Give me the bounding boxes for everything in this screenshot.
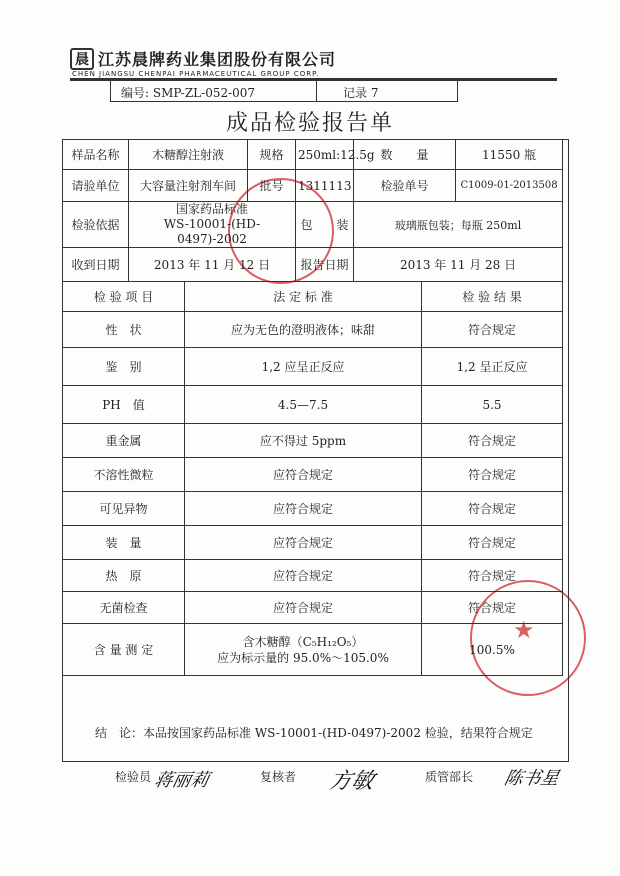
result-item: 热 原 bbox=[63, 560, 185, 592]
result-value: 符合规定 bbox=[422, 492, 563, 526]
result-row bbox=[63, 592, 563, 624]
result-standard: 应符合规定 bbox=[185, 458, 422, 492]
basis-value bbox=[129, 202, 296, 248]
result-value: 100.5% bbox=[422, 624, 563, 676]
report-date: 2013 年 11 月 28 日 bbox=[354, 248, 563, 282]
results-header-row bbox=[63, 282, 563, 312]
result-row bbox=[63, 386, 563, 424]
received-date-label: 收到日期 bbox=[63, 248, 129, 282]
result-item: 性 状 bbox=[63, 312, 185, 348]
batch-label: 批号 bbox=[248, 170, 296, 202]
result-item: 不溶性微粒 bbox=[63, 458, 185, 492]
result-value: 符合规定 bbox=[422, 526, 563, 560]
result-row bbox=[63, 492, 563, 526]
doc-number: 编号: SMP-ZL-052-007 bbox=[121, 86, 256, 100]
requester-label: 请验单位 bbox=[63, 170, 129, 202]
inspector-label: 检验员 bbox=[115, 770, 152, 784]
result-row bbox=[63, 424, 563, 458]
result-value: 符合规定 bbox=[422, 560, 563, 592]
package-label: 包 装 bbox=[296, 202, 354, 248]
qa-signature: 陈书星 bbox=[502, 768, 561, 789]
sample-name: 木糖醇注射液 bbox=[129, 140, 248, 170]
reviewer-label: 复核者 bbox=[260, 770, 297, 784]
info-row bbox=[63, 170, 563, 202]
report-date-label: 报告日期 bbox=[296, 248, 354, 282]
result-row bbox=[63, 348, 563, 386]
result-item: 无菌检查 bbox=[63, 592, 185, 624]
batch-value: 1311113 bbox=[296, 170, 354, 202]
result-row bbox=[63, 560, 563, 592]
report-table bbox=[62, 139, 563, 676]
seal-star-icon: ★ bbox=[513, 616, 535, 644]
result-standard: 1,2 应呈正反应 bbox=[185, 348, 422, 386]
basis-line-1: 国家药品标准 bbox=[176, 202, 249, 216]
result-row-content bbox=[63, 624, 563, 676]
sample-name-label: 样品名称 bbox=[63, 140, 129, 170]
reviewer-signature: 方敏 bbox=[326, 769, 377, 794]
info-row bbox=[63, 202, 563, 248]
result-standard: 应不得过 5ppm bbox=[185, 424, 422, 458]
company-name-en: CHEN JIANGSU CHENPAI PHARMACEUTICAL GROUP CORP. bbox=[72, 70, 320, 78]
inspector-signature: 蒋丽莉 bbox=[152, 770, 211, 791]
company-name-cn: 江苏晨牌药业集团股份有限公司 bbox=[98, 50, 337, 69]
page-title: 成品检验报告单 bbox=[225, 111, 394, 136]
qa-label: 质管部长 bbox=[425, 770, 474, 784]
result-item: 鉴 别 bbox=[63, 348, 185, 386]
info-row bbox=[63, 140, 563, 170]
result-item: 可见异物 bbox=[63, 492, 185, 526]
company-logo: 晨 bbox=[70, 48, 94, 70]
quantity-value: 11550 瓶 bbox=[456, 140, 563, 170]
result-standard: 应为无色的澄明液体；味甜 bbox=[185, 312, 422, 348]
result-standard: 应符合规定 bbox=[185, 492, 422, 526]
result-value: 符合规定 bbox=[422, 312, 563, 348]
result-value: 1,2 呈正反应 bbox=[422, 348, 563, 386]
requester-value: 大容量注射剂车间 bbox=[129, 170, 248, 202]
header-standard: 法 定 标 准 bbox=[185, 282, 422, 312]
result-item: 含 量 测 定 bbox=[63, 624, 185, 676]
info-row bbox=[63, 248, 563, 282]
package-value: 玻璃瓶包装；每瓶 250ml bbox=[354, 202, 563, 248]
result-value: 符合规定 bbox=[422, 592, 563, 624]
result-standard: 应符合规定 bbox=[185, 560, 422, 592]
content-standard-line-2: 应为标示量的 95.0%～105.0% bbox=[217, 650, 389, 665]
result-item: PH 值 bbox=[63, 386, 185, 424]
basis-label: 检验依据 bbox=[63, 202, 129, 248]
result-row bbox=[63, 526, 563, 560]
result-value: 符合规定 bbox=[422, 424, 563, 458]
quantity-label: 数 量 bbox=[354, 140, 456, 170]
doc-number-divider bbox=[316, 81, 317, 101]
result-value: 5.5 bbox=[422, 386, 563, 424]
result-standard: 4.5—7.5 bbox=[185, 386, 422, 424]
conclusion: 结 论：本品按国家药品标准 WS-10001-(HD-0497)-2002 检验，结果符合规定 bbox=[95, 726, 533, 740]
inspection-no-value: C1009-01-2013508 bbox=[456, 170, 563, 202]
result-item: 装 量 bbox=[63, 526, 185, 560]
record-number: 记录 7 bbox=[343, 86, 379, 100]
result-value: 符合规定 bbox=[422, 458, 563, 492]
basis-line-2: WS-10001-(HD-0497)-2002 bbox=[163, 217, 261, 246]
result-standard: 应符合规定 bbox=[185, 592, 422, 624]
spec-label: 规格 bbox=[248, 140, 296, 170]
result-item: 重金属 bbox=[63, 424, 185, 458]
spec-value: 250ml:12.5g bbox=[296, 140, 354, 170]
content-standard-line-1: 含木糖醇（C₅H₁₂O₅） bbox=[242, 634, 364, 649]
inspection-no-label: 检验单号 bbox=[354, 170, 456, 202]
doc-number-box bbox=[110, 80, 458, 102]
result-standard: 应符合规定 bbox=[185, 526, 422, 560]
header-result: 检 验 结 果 bbox=[422, 282, 563, 312]
result-row bbox=[63, 458, 563, 492]
header-item: 检 验 项 目 bbox=[63, 282, 185, 312]
result-row bbox=[63, 312, 563, 348]
received-date: 2013 年 11 月 12 日 bbox=[129, 248, 296, 282]
result-standard bbox=[185, 624, 422, 676]
